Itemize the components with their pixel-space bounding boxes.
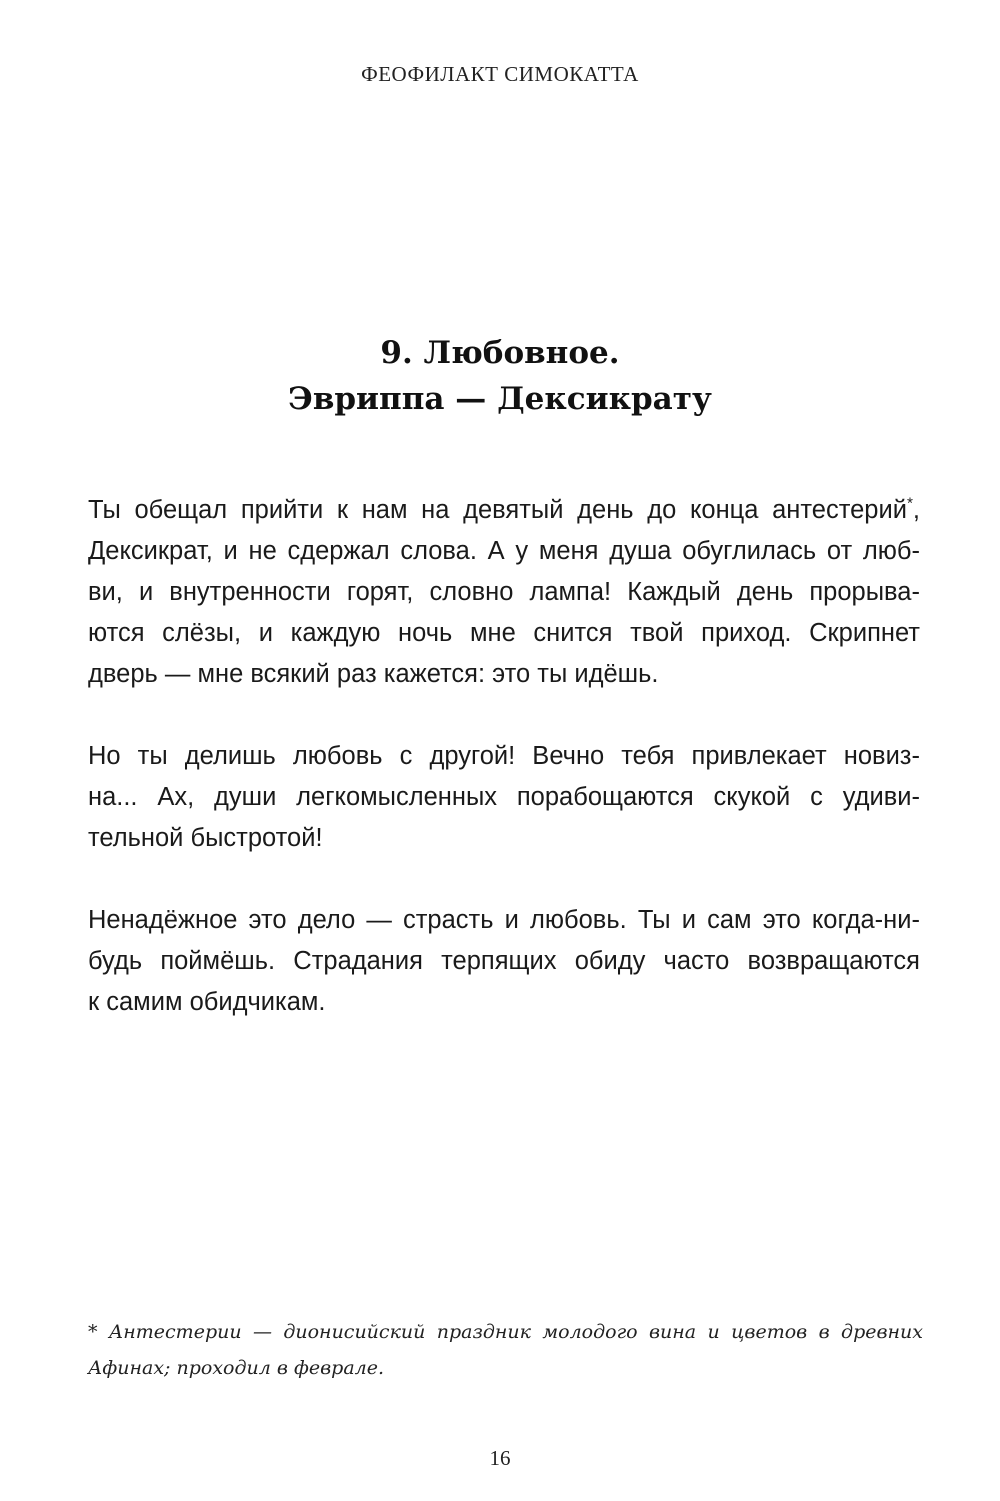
footnote — [88, 1314, 923, 1386]
letter-body — [88, 490, 920, 1064]
paragraph-1 — [88, 490, 920, 695]
chapter-title-line-1: 9. Любовное. — [380, 335, 620, 371]
running-head: ФЕОФИЛАКТ СИМОКАТТА — [361, 62, 639, 86]
chapter-title-line-2: Эвриппа — Дексикрату — [288, 381, 712, 417]
chapter-title — [0, 330, 1000, 422]
paragraph-3 — [88, 900, 920, 1023]
footnote-marker: * — [906, 495, 913, 513]
paragraph-line: Ненадёжное это дело — страсть и любовь. Ты и сам это когда-ни- — [88, 906, 920, 934]
paragraph-2 — [88, 736, 920, 859]
paragraph-line: Ты обещал прийти к нам на девятый день до конца антестерий*, — [88, 495, 920, 524]
footnote-line: * Антестерии — дионисийский праздник молодого вина и цветов в древних — [88, 1321, 923, 1343]
footnote-line: Афинах; проходил в феврале. — [88, 1357, 385, 1379]
paragraph-line: ются слёзы, и каждую ночь мне снится твой приход. Скрипнет — [88, 619, 920, 647]
paragraph-line: тельной быстротой! — [88, 824, 323, 852]
paragraph-line: Но ты делишь любовь с другой! Вечно тебя привлекает новиз- — [88, 742, 920, 770]
paragraph-line: на... Ах, души легкомысленных порабощаются скукой с удиви- — [88, 783, 920, 811]
paragraph-line: дверь — мне всякий раз кажется: это ты идёшь. — [88, 660, 659, 688]
paragraph-line: Дексикрат, и не сдержал слова. А у меня душа обуглилась от люб- — [88, 537, 920, 565]
paragraph-line: будь поймёшь. Страдания терпящих обиду часто возвращаются — [88, 947, 920, 975]
paragraph-line: ви, и внутренности горят, словно лампа! Каждый день прорыва- — [88, 578, 920, 606]
page-number: 16 — [489, 1446, 511, 1470]
paragraph-line: к самим обидчикам. — [88, 988, 326, 1016]
